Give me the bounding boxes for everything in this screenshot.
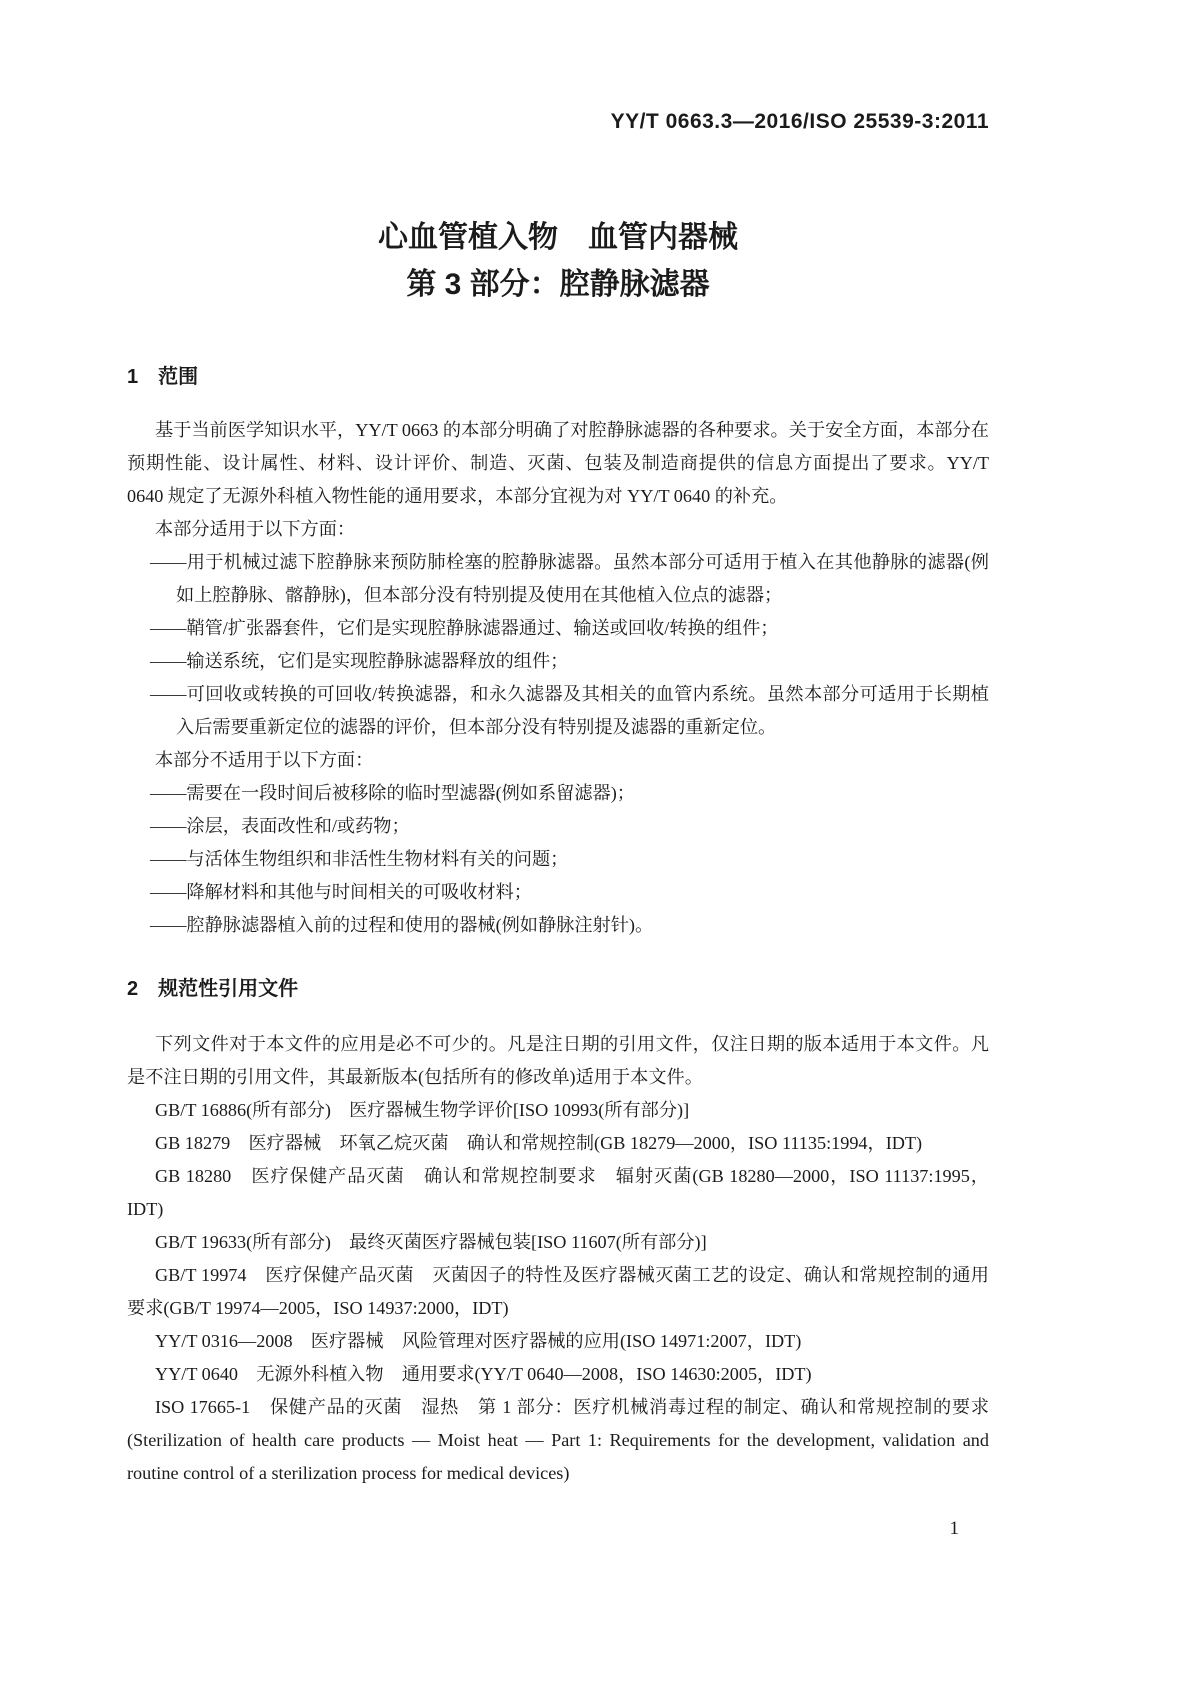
section-2-body — [127, 1028, 989, 1490]
scope-excludes-item: ——与活体生物组织和非活性生物材料有关的问题； — [150, 849, 569, 869]
scope-applies-item: ——用于机械过滤下腔静脉来预防肺栓塞的腔静脉滤器。虽然本部分可适用于植入在其他静脉的滤器(例如上腔静脉、髂静脉)，但本部分没有特别提及使用在其他植入位点的滤器； — [150, 552, 989, 605]
reference-item: GB/T 16886(所有部分) 医疗器械生物学评价[ISO 10993(所有部分)] — [155, 1100, 690, 1120]
page-number: 1 — [949, 1518, 959, 1539]
scope-applies-item: ——可回收或转换的可回收/转换滤器，和永久滤器及其相关的血管内系统。虽然本部分可适用于长期植入后需要重新定位的滤器的评价，但本部分没有特别提及滤器的重新定位。 — [150, 684, 989, 737]
standard-code: YY/T 0663.3—2016/ISO 25539-3:2011 — [610, 110, 989, 133]
section-1-heading: 1 范围 — [127, 366, 199, 388]
document-title-line1: 心血管植入物 血管内器械 — [378, 221, 738, 254]
scope-applies-intro: 本部分适用于以下方面： — [155, 519, 356, 539]
scope-applies-item: ——输送系统，它们是实现腔静脉滤器释放的组件； — [150, 651, 569, 671]
scope-applies-item: ——鞘管/扩张器套件，它们是实现腔静脉滤器通过、输送或回收/转换的组件； — [150, 618, 779, 638]
reference-item: YY/T 0640 无源外科植入物 通用要求(YY/T 0640—2008，ISO 14630:2005，IDT) — [155, 1364, 812, 1384]
reference-item: GB 18279 医疗器械 环氧乙烷灭菌 确认和常规控制(GB 18279—2000，ISO 11135:1994，IDT) — [155, 1133, 923, 1153]
document-title — [127, 214, 989, 308]
reference-item: YY/T 0316—2008 医疗器械 风险管理对医疗器械的应用(ISO 14971:2007，IDT) — [155, 1331, 802, 1351]
reference-item: GB 18280 医疗保健产品灭菌 确认和常规控制要求 辐射灭菌(GB 18280—2000，ISO 11137:1995，IDT) — [127, 1166, 989, 1219]
section-1-body — [127, 414, 989, 942]
scope-excludes-item: ——需要在一段时间后被移除的临时型滤器(例如系留滤器)； — [150, 783, 635, 803]
reference-item: ISO 17665-1 保健产品的灭菌 湿热 第 1 部分：医疗机械消毒过程的制定、确认和常规控制的要求(Sterilization of health care products — Moist heat — Part 1: Requirements for the development, validation and routine control of a sterilization process for medical devices) — [127, 1397, 989, 1483]
scope-excludes-item: ——腔静脉滤器植入前的过程和使用的器械(例如静脉注射针)。 — [150, 915, 654, 935]
scope-excludes-item: ——降解材料和其他与时间相关的可吸收材料； — [150, 882, 532, 902]
references-intro-paragraph: 下列文件对于本文件的应用是必不可少的。凡是注日期的引用文件，仅注日期的版本适用于本文件。凡是不注日期的引用文件，其最新版本(包括所有的修改单)适用于本文件。 — [127, 1034, 989, 1087]
scope-excludes-item: ——涂层，表面改性和/或药物； — [150, 816, 410, 836]
section-2-heading: 2 规范性引用文件 — [127, 978, 299, 1000]
scope-excludes-intro: 本部分不适用于以下方面： — [155, 750, 374, 770]
scope-intro-paragraph: 基于当前医学知识水平，YY/T 0663 的本部分明确了对腔静脉滤器的各种要求。关于安全方面，本部分在预期性能、设计属性、材料、设计评价、制造、灭菌、包装及制造商提供的信息方面提出了要求。YY/T 0640 规定了无源外科植入物性能的通用要求，本部分宜视为对 YY/T 0640 的补充。 — [127, 420, 989, 506]
reference-item: GB/T 19633(所有部分) 最终灭菌医疗器械包装[ISO 11607(所有部分)] — [155, 1232, 707, 1252]
document-title-line2: 第 3 部分：腔静脉滤器 — [406, 268, 710, 301]
reference-item: GB/T 19974 医疗保健产品灭菌 灭菌因子的特性及医疗器械灭菌工艺的设定、确认和常规控制的通用要求(GB/T 19974—2005，ISO 14937:2000，IDT) — [127, 1265, 989, 1318]
